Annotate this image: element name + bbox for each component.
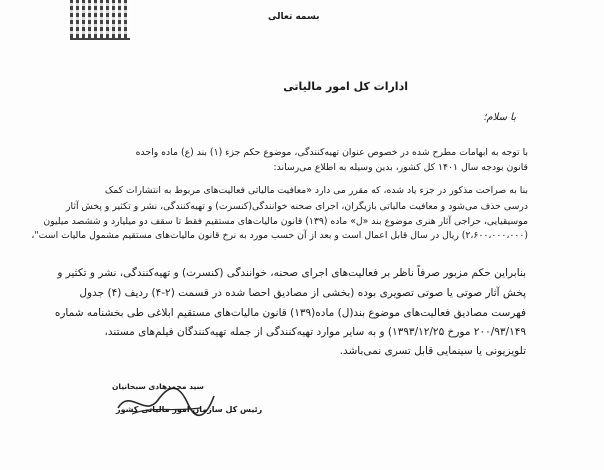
paragraph-2-line-4: (۲،۶۰۰،۰۰۰،۰۰۰) ریال در سال قابل اعمال است و بعد از آن حسب مورد به نرخ قانون مالیات‌های مستقیم مشمول مالیات است"،	[31, 230, 528, 241]
basmala-heading: بسمه تعالی	[268, 12, 320, 22]
paragraph-3-line-3: فهرست مصادیق فعالیت‌های موضوع بند(ل) ماده(۱۳۹) قانون مالیات‌های مستقیم ابلاغی طی بخشنامه شماره	[54, 307, 526, 319]
paragraph-3-line-5: تلویزیونی یا سینمایی قابل تسری نمی‌باشد.	[339, 345, 526, 357]
paragraph-3-line-4: ۲۰۰/۹۳/۱۴۹ مورخ ۱۳۹۳/۱۲/۲۵) و به سایر موارد تهیه‌کنندگی از جمله تهیه‌کنندگان فیلم‌های مستند،	[104, 326, 526, 338]
paragraph-2-line-2: درسی حذف می‌شود و معافیت مالیاتی بازیگران، اجرای صحنه خوانندگی(کنسرت) و تهیه‌کنندگی، نشر و تکثیر و پخش آثار	[66, 201, 528, 212]
paragraph-3-line-1: بنابراین حکم مزبور صرفاً ناظر بر فعالیت‌های اجرای صحنه، خوانندگی (کنسرت) و تهیه‌کنندگی، نشر و تکثیر و	[57, 267, 526, 279]
salutation: با سلام؛	[483, 112, 516, 123]
addressee: ادارات کل امور مالیاتی	[283, 80, 408, 93]
signer-name: سید محمدهادی سبحانیان	[112, 382, 204, 391]
paragraph-2-line-1: بنا به صراحت مذکور در جزء یاد شده، که مقرر می دارد «معافیت مالیاتی فعالیت‌های مربوط به انتشارات کمک	[104, 185, 528, 196]
paragraph-1-line-2: قانون بودجه سال ۱۴۰۱ کل کشور، بدین وسیله به اطلاع می‌رساند:	[273, 162, 528, 173]
paragraph-1-line-1: با توجه به ابهامات مطرح شده در خصوص عنوان تهیه‌کنندگی، موضوع حکم جزء (۱) بند (ع) ماده واحده	[135, 147, 528, 158]
qr-code	[70, 0, 130, 40]
signer-title: رئیس کل سازمان امور مالیاتی کشور	[116, 405, 263, 414]
paragraph-2-line-3: موسیقیایی، حراجی آثار هنری موضوع بند «ل» ماده (۱۳۹) قانون مالیات‌های مستقیم فقط تا سقف دو میلیارد و ششصد میلیون	[43, 216, 528, 227]
paragraph-3-line-2: پخش آثار صوتی یا صوتی تصویری بوده (بخشی از مصادیق احصا شده در قسمت (۲-۴) ردیف (۴) جدول	[79, 287, 526, 299]
